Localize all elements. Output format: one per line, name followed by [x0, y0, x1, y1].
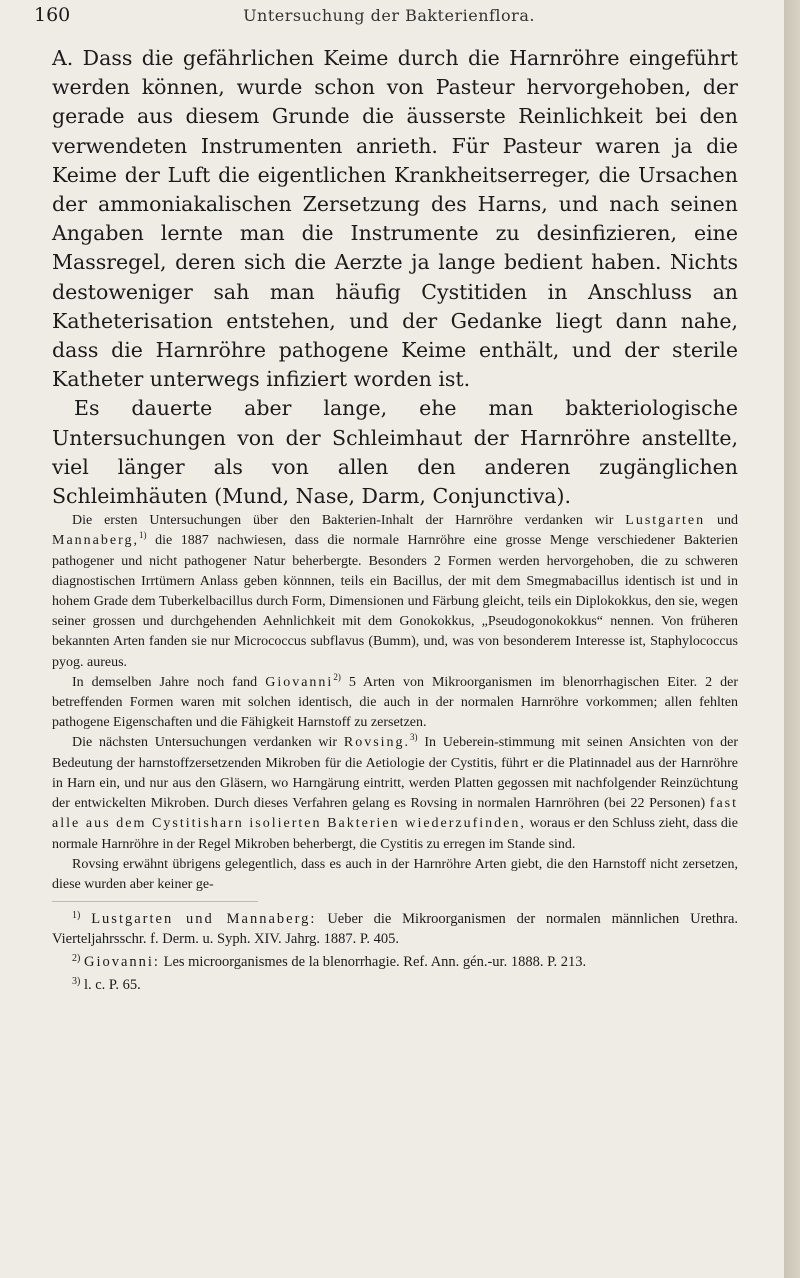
author-mannaberg: Mannaberg,: [52, 533, 139, 549]
p5-text-b: In Ueberein-stimmung mit seinen Ansichten von der Bedeutung der harnstoffzersetzenden Mikroben für die Aetiologie der Cystitis, führt er die Platinnadel aus der Harnröhre in Harn ein, und nur aus den Gläsern, wo Harngärung eintritt, werden Platten gegossen mit nachfolgender Reinzüchtung der entwickelten Mikroben. Durch dieses Verfahren gelang es Rovsing in normalen Harnröhren (bei 22 Personen): [52, 735, 739, 812]
footnote-3-number: 3): [72, 976, 81, 988]
p5-text-c: woraus er den Schluss zieht, dass die normale Harnröhre in der Regel Mikroben beherbergt, die Cystitis zu erregen im Stande sind.: [52, 816, 739, 852]
p3-and: und: [717, 513, 739, 529]
page-header: [34, 4, 744, 30]
paragraph-3: [52, 511, 738, 673]
footnote-2-authors: Giovanni:: [83, 954, 160, 971]
author-rovsing: Rovsing.: [343, 735, 411, 751]
paragraph-5: [52, 733, 738, 854]
running-head: Untersuchung der Bakterienflora.: [243, 6, 535, 25]
p4-text-a: In demselben Jahre noch fand: [72, 674, 258, 690]
page-number: 160: [34, 4, 71, 26]
author-giovanni: Giovanni: [265, 674, 334, 690]
p5-text-a: Die nächsten Untersuchungen verdanken wir: [72, 735, 338, 751]
footnote-3: [52, 972, 738, 995]
page-body: [52, 44, 738, 995]
footnote-3-text: l. c. P. 65.: [83, 977, 141, 994]
footnote-1-text: Ueber die Mikroorganismen der normalen männlichen Urethra. Vierteljahrsschr. f. Derm. u. Syph. XIV. Jahrg. 1887. P. 405.: [52, 911, 739, 948]
footnote-2-number: 2): [72, 953, 81, 965]
footnote-ref-1[interactable]: 1): [139, 530, 147, 541]
footnote-2-text: Les microorganismes de la blenorrhagie. Ref. Ann. gén.-ur. 1888. P. 213.: [163, 954, 587, 971]
p4-text-b: 5 Arten von Mikroorganismen im blenorrhagischen Eiter. 2 der betreffenden Formen waren mit solchen identisch, die auch in der normalen Harnröhre vorkommen; allen fehlten pathogene Eigenschaften und die Fähigkeit Harnstoff zu zersetzen.: [52, 674, 739, 731]
footnote-ref-2[interactable]: 2): [333, 671, 341, 682]
footnote-divider: [52, 901, 258, 902]
footnote-ref-3[interactable]: 3): [410, 732, 418, 743]
paragraph-1: A. Dass die gefährlichen Keime durch die Harnröhre eingeführt werden können, wurde schon von Pasteur hervorgehoben, der gerade aus diesem Grunde die äusserste Reinlichkeit bei den verwendeten Instrumenten anrieth. Für Pasteur waren ja die Keime der Luft die eigentlichen Krankheitserreger, die Ursachen der ammoniakalischen Zersetzung des Harns, und nach seinen Angaben lernte man die Instrumente zu desinfizieren, eine Massregel, deren sich die Aerzte ja lange bedient haben. Nichts destoweniger sah man häufig Cystitiden in Anschluss an Katheterisation entstehen, und der Gedanke liegt dann nahe, dass die Harnröhre pathogene Keime enthält, und der sterile Katheter unterwegs infiziert worden ist.: [52, 46, 738, 392]
p3-text-b: die 1887 nachwiesen, dass die normale Harnröhre eine grosse Menge verschiedener Bakterien pathogener und nicht pathogener Natur beherbergte. Besonders 2 Formen werden hervorgehoben, die zu schweren diagnostischen Irrtümern Anlass geben könnnen, teils ein Bacillus, der mit dem Smegmabacillus identisch ist und in hohem Grade dem Tuberkelbacillus durch Form, Dimensionen und Färbung gleicht, teils ein Diplokokkus, den sie, wegen seiner grossen und durchgehenden Aehnlichkeit mit dem Gonokokkus, „Pseudogonokokkus“ nennen. Von früheren bekannten Arten fanden sie nur Micrococcus subflavus (Bumm), und, was von besonderem Interesse ist, Staphylococcus pyog. aureus.: [52, 533, 738, 670]
p5-emphasized-text: fast alle aus dem Cystitisharn isolierten Bakterien wiederzufinden,: [52, 796, 738, 832]
page-edge-shadow: [784, 0, 800, 1278]
author-lustgarten: Lustgarten: [625, 513, 706, 529]
paragraph-4: [52, 673, 738, 734]
p3-text-a: Die ersten Untersuchungen über den Bakterien-Inhalt der Harnröhre verdanken wir: [72, 513, 614, 529]
paragraph-6: Rovsing erwähnt übrigens gelegentlich, dass es auch in der Harnröhre Arten giebt, die den Harnstoff nicht zersetzen, diese wurden aber keiner ge-: [52, 856, 738, 892]
footnote-1: [52, 906, 738, 949]
footnote-1-number: 1): [72, 910, 81, 922]
paragraph-2: Es dauerte aber lange, ehe man bakteriologische Untersuchungen von der Schleimhaut der Harnröhre anstellte, viel länger als von allen den anderen zugänglichen Schleimhäuten (Mund, Nase, Darm, Conjunctiva).: [52, 396, 738, 509]
footnote-2: [52, 949, 738, 972]
footnote-1-authors: Lustgarten und Mannaberg:: [91, 911, 317, 928]
